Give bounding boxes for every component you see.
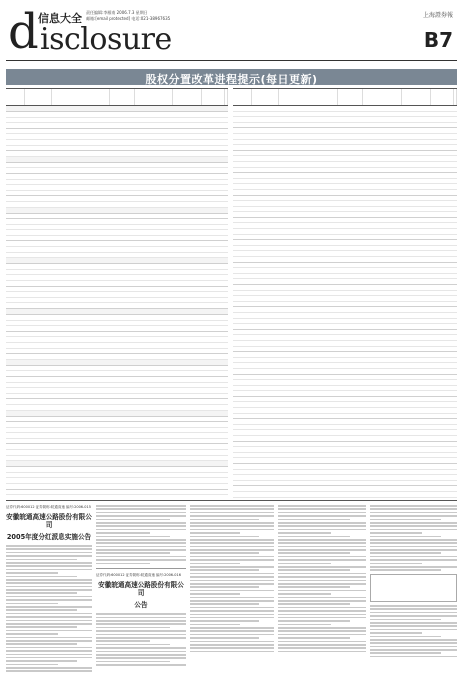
text-line bbox=[190, 651, 274, 653]
text-line bbox=[6, 640, 92, 642]
progress-table-right bbox=[233, 88, 457, 499]
body-text bbox=[370, 505, 457, 571]
header-cell bbox=[202, 89, 225, 105]
text-line bbox=[96, 637, 186, 639]
text-line bbox=[190, 556, 274, 558]
text-line bbox=[370, 622, 457, 624]
text-line bbox=[190, 583, 274, 585]
text-line bbox=[190, 647, 274, 649]
text-line bbox=[6, 643, 77, 645]
text-line bbox=[6, 545, 92, 547]
text-line bbox=[190, 603, 259, 605]
text-line bbox=[190, 529, 274, 531]
banner-title: 股权分置改革进程提示(每日更新) bbox=[145, 73, 318, 86]
text-line bbox=[190, 627, 274, 629]
announcement-code-line: 证券代码:600012 证券简称:皖通高速 编号:2006-016 bbox=[96, 573, 181, 578]
text-line bbox=[370, 569, 441, 571]
header-cell bbox=[6, 89, 25, 105]
text-line bbox=[278, 508, 366, 510]
text-line bbox=[6, 613, 92, 615]
text-line bbox=[278, 597, 366, 599]
text-line bbox=[278, 617, 366, 619]
text-line bbox=[278, 536, 350, 538]
text-line bbox=[190, 637, 259, 639]
text-line bbox=[190, 624, 240, 626]
newspaper-name: 上海證券報 bbox=[422, 12, 453, 19]
text-line bbox=[6, 670, 92, 672]
text-line bbox=[190, 600, 274, 602]
header-cell bbox=[363, 89, 402, 105]
text-line bbox=[190, 536, 259, 538]
text-line bbox=[278, 627, 366, 629]
progress-table-left bbox=[6, 88, 228, 499]
text-line bbox=[190, 546, 274, 548]
text-line bbox=[6, 572, 58, 574]
text-line bbox=[190, 597, 274, 599]
text-line bbox=[190, 539, 274, 541]
text-line bbox=[370, 532, 422, 534]
text-line bbox=[278, 542, 366, 544]
text-line bbox=[370, 552, 441, 554]
text-line bbox=[96, 613, 186, 615]
announcement-rule bbox=[6, 500, 457, 501]
text-line bbox=[190, 532, 240, 534]
text-line bbox=[190, 590, 274, 592]
text-line bbox=[190, 563, 240, 565]
text-line bbox=[6, 576, 77, 578]
header-cell bbox=[252, 89, 279, 105]
text-line bbox=[6, 647, 92, 649]
text-line bbox=[96, 640, 150, 642]
text-line bbox=[190, 614, 274, 616]
section-title-cn: 信息大全 bbox=[38, 12, 82, 25]
text-line bbox=[190, 519, 259, 521]
text-line bbox=[278, 519, 350, 521]
section-title-en: isclosure bbox=[40, 22, 172, 57]
text-line bbox=[370, 525, 457, 527]
header-cell bbox=[225, 89, 228, 105]
text-line bbox=[370, 608, 457, 610]
text-line bbox=[96, 536, 170, 538]
text-line bbox=[278, 630, 366, 632]
text-line bbox=[6, 559, 77, 561]
body-text bbox=[96, 505, 186, 564]
text-line bbox=[278, 549, 366, 551]
text-line bbox=[6, 654, 92, 656]
text-line bbox=[370, 566, 457, 568]
editor-line: 责任编辑:李雁南 2006.7.3 星期日 bbox=[86, 10, 148, 15]
text-line bbox=[370, 649, 457, 651]
table-header bbox=[6, 89, 228, 106]
text-line bbox=[6, 616, 92, 618]
text-line bbox=[6, 664, 58, 666]
text-line bbox=[190, 617, 274, 619]
text-line bbox=[190, 552, 259, 554]
text-line bbox=[370, 505, 457, 507]
text-line bbox=[6, 650, 92, 652]
masthead bbox=[6, 6, 457, 64]
text-line bbox=[190, 620, 259, 622]
text-line bbox=[370, 529, 457, 531]
text-line bbox=[190, 644, 274, 646]
text-line bbox=[278, 525, 366, 527]
text-line bbox=[278, 552, 350, 554]
text-line bbox=[278, 563, 331, 565]
text-line bbox=[370, 656, 457, 658]
text-line bbox=[6, 630, 92, 632]
announcement-title: 2005年度分红派息实施公告 bbox=[6, 533, 92, 541]
text-line bbox=[370, 652, 441, 654]
text-line bbox=[96, 647, 186, 649]
text-line bbox=[278, 532, 331, 534]
header-cell bbox=[454, 89, 457, 105]
text-line bbox=[6, 589, 92, 591]
text-line bbox=[6, 586, 92, 588]
text-line bbox=[96, 508, 186, 510]
announcement-column-3 bbox=[190, 505, 274, 673]
text-line bbox=[190, 522, 274, 524]
masthead-rule bbox=[6, 60, 457, 61]
text-line bbox=[370, 629, 457, 631]
text-line bbox=[96, 627, 170, 629]
text-line bbox=[6, 660, 77, 662]
header-cell bbox=[25, 89, 52, 105]
header-cell bbox=[279, 89, 338, 105]
text-line bbox=[96, 563, 150, 565]
text-line bbox=[96, 515, 186, 517]
text-line bbox=[278, 651, 366, 653]
text-line bbox=[370, 522, 457, 524]
text-line bbox=[278, 512, 366, 514]
text-line bbox=[96, 546, 186, 548]
text-line bbox=[96, 657, 186, 659]
text-line bbox=[278, 583, 366, 585]
text-line bbox=[96, 654, 186, 656]
text-line bbox=[278, 634, 366, 636]
text-line bbox=[370, 508, 457, 510]
header-cell bbox=[173, 89, 202, 105]
text-line bbox=[278, 603, 350, 605]
notice-box bbox=[370, 574, 457, 602]
header-cell bbox=[402, 89, 431, 105]
announcement-column-4 bbox=[278, 505, 366, 673]
body-text bbox=[278, 505, 366, 652]
table-row bbox=[233, 492, 457, 498]
text-line bbox=[6, 609, 77, 611]
text-line bbox=[6, 552, 92, 554]
text-line bbox=[370, 632, 422, 634]
text-line bbox=[6, 603, 58, 605]
text-line bbox=[278, 559, 366, 561]
text-line bbox=[96, 661, 170, 663]
text-line bbox=[278, 529, 366, 531]
text-line bbox=[370, 512, 457, 514]
text-line bbox=[96, 651, 186, 653]
text-line bbox=[278, 644, 366, 646]
text-line bbox=[190, 593, 240, 595]
body-text bbox=[190, 505, 274, 652]
text-line bbox=[6, 626, 77, 628]
text-line bbox=[278, 569, 350, 571]
text-line bbox=[278, 620, 350, 622]
text-line bbox=[278, 590, 366, 592]
text-line bbox=[6, 555, 92, 557]
text-line bbox=[370, 556, 457, 558]
text-line bbox=[96, 644, 170, 646]
text-line bbox=[190, 525, 274, 527]
header-cell bbox=[52, 89, 110, 105]
text-line bbox=[190, 515, 274, 517]
text-line bbox=[278, 637, 350, 639]
announcement-code-line: 证券代码:600012 证券简称:皖通高速 编号:2006-015 bbox=[6, 505, 91, 509]
text-line bbox=[190, 505, 274, 507]
text-line bbox=[278, 556, 366, 558]
text-line bbox=[6, 596, 92, 598]
text-line bbox=[278, 576, 366, 578]
table-body bbox=[233, 106, 457, 499]
text-line bbox=[6, 579, 92, 581]
text-line bbox=[278, 522, 366, 524]
text-line bbox=[190, 566, 274, 568]
text-line bbox=[190, 586, 259, 588]
announcement-column-1 bbox=[6, 505, 92, 673]
body-text bbox=[370, 605, 457, 657]
header-cell bbox=[338, 89, 363, 105]
text-line bbox=[370, 515, 457, 517]
text-line bbox=[278, 593, 331, 595]
text-line bbox=[370, 539, 457, 541]
contact-line: 邮箱:[email protected] 电话:021-38967635 bbox=[86, 16, 171, 21]
text-line bbox=[96, 519, 170, 521]
text-line bbox=[190, 569, 259, 571]
text-line bbox=[370, 519, 441, 521]
text-line bbox=[370, 619, 441, 621]
text-line bbox=[370, 642, 457, 644]
text-line bbox=[96, 559, 186, 561]
text-line bbox=[370, 636, 441, 638]
text-line bbox=[6, 565, 92, 567]
text-line bbox=[370, 615, 457, 617]
text-line bbox=[190, 512, 274, 514]
divider bbox=[96, 568, 186, 569]
text-line bbox=[96, 532, 150, 534]
header-cell bbox=[431, 89, 454, 105]
text-line bbox=[96, 522, 186, 524]
text-line bbox=[278, 600, 366, 602]
text-line bbox=[96, 525, 186, 527]
table-header bbox=[233, 89, 457, 106]
text-line bbox=[370, 639, 457, 641]
text-line bbox=[190, 607, 274, 609]
text-line bbox=[6, 592, 77, 594]
text-line bbox=[190, 641, 274, 643]
text-line bbox=[278, 573, 366, 575]
text-line bbox=[278, 566, 366, 568]
text-line bbox=[278, 586, 350, 588]
text-line bbox=[96, 542, 186, 544]
text-line bbox=[6, 657, 92, 659]
text-line bbox=[190, 580, 274, 582]
text-line bbox=[370, 646, 457, 648]
header-cell bbox=[110, 89, 135, 105]
page-number: B7 bbox=[423, 28, 453, 52]
text-line bbox=[278, 610, 366, 612]
text-line bbox=[96, 529, 186, 531]
text-line bbox=[6, 562, 92, 564]
masthead-initial-letter: d bbox=[8, 4, 39, 60]
text-line bbox=[278, 614, 366, 616]
text-line bbox=[370, 605, 457, 607]
text-line bbox=[6, 599, 92, 601]
text-line bbox=[278, 515, 366, 517]
text-line bbox=[6, 623, 92, 625]
text-line bbox=[6, 667, 92, 669]
text-line bbox=[190, 559, 274, 561]
text-line bbox=[278, 539, 366, 541]
text-line bbox=[278, 607, 366, 609]
text-line bbox=[96, 620, 186, 622]
text-line bbox=[370, 546, 457, 548]
text-line bbox=[96, 630, 186, 632]
text-line bbox=[6, 620, 92, 622]
announcement-company: 安徽皖通高速公路股份有限公司 bbox=[6, 513, 92, 529]
text-line bbox=[6, 548, 92, 550]
text-line bbox=[96, 539, 186, 541]
text-line bbox=[96, 552, 170, 554]
text-line bbox=[6, 569, 92, 571]
table-body bbox=[6, 106, 228, 499]
table-row bbox=[6, 495, 228, 499]
text-line bbox=[370, 612, 457, 614]
header-cell bbox=[233, 89, 252, 105]
text-line bbox=[278, 546, 366, 548]
text-line bbox=[96, 549, 186, 551]
text-line bbox=[6, 582, 92, 584]
text-line bbox=[190, 630, 274, 632]
text-line bbox=[370, 563, 422, 565]
text-line bbox=[96, 512, 186, 514]
text-line bbox=[96, 617, 186, 619]
text-line bbox=[278, 641, 366, 643]
announcement-title: 公告 bbox=[134, 601, 148, 610]
body-text bbox=[96, 613, 186, 665]
text-line bbox=[370, 625, 457, 627]
text-line bbox=[278, 647, 366, 649]
text-line bbox=[278, 505, 366, 507]
text-line bbox=[190, 576, 274, 578]
text-line bbox=[96, 634, 186, 636]
text-line bbox=[6, 633, 58, 635]
announcement-column-5 bbox=[370, 505, 457, 673]
text-line bbox=[190, 549, 274, 551]
text-line bbox=[190, 610, 274, 612]
text-line bbox=[190, 508, 274, 510]
text-line bbox=[370, 559, 457, 561]
text-line bbox=[6, 606, 92, 608]
body-text bbox=[6, 545, 92, 672]
text-line bbox=[278, 624, 331, 626]
text-line bbox=[370, 542, 457, 544]
text-line bbox=[96, 556, 186, 558]
text-line bbox=[278, 580, 366, 582]
text-line bbox=[190, 542, 274, 544]
text-line bbox=[96, 505, 186, 507]
header-cell bbox=[135, 89, 174, 105]
text-line bbox=[370, 549, 457, 551]
text-line bbox=[190, 634, 274, 636]
announcement-company: 安徽皖通高速公路股份有限公司 bbox=[98, 581, 184, 598]
text-line bbox=[96, 623, 186, 625]
text-line bbox=[370, 536, 441, 538]
text-line bbox=[96, 664, 186, 666]
announcement-column-2 bbox=[96, 505, 186, 673]
text-line bbox=[190, 573, 274, 575]
section-banner bbox=[6, 69, 457, 85]
text-line bbox=[6, 637, 92, 639]
